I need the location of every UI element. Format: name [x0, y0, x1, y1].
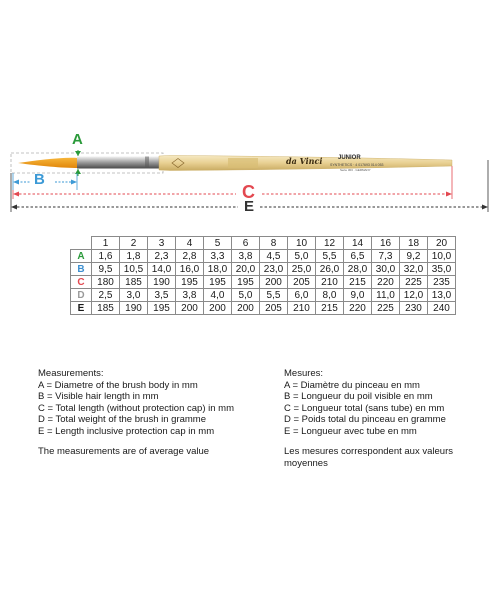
brand-code: Serie 303 · GERMANY [340, 168, 371, 172]
table-body [71, 250, 456, 315]
table-cell: 210 [316, 276, 344, 289]
table-cell: 9,2 [400, 250, 428, 263]
column-header: 3 [148, 237, 176, 250]
table-cell: 1,8 [120, 250, 148, 263]
table-cell: 205 [260, 302, 288, 315]
table-cell: 215 [316, 302, 344, 315]
table-cell: 205 [288, 276, 316, 289]
table-cell: 3,8 [176, 289, 204, 302]
table-cell: 215 [344, 276, 372, 289]
table-cell: 200 [176, 302, 204, 315]
column-header: 10 [288, 237, 316, 250]
table-cell: 5,0 [288, 250, 316, 263]
legend-line-a: A = Diametre of the brush body in mm [38, 379, 198, 391]
legend-heading: Measurements: [38, 368, 104, 379]
brush-hair [18, 158, 78, 168]
column-header: 20 [428, 237, 456, 250]
column-header: 6 [232, 237, 260, 250]
legend-line-d: D = Total weight of the brush in gramme [38, 414, 207, 425]
table-cell: 210 [288, 302, 316, 315]
table-cell: 195 [176, 276, 204, 289]
table-cell: 230 [400, 302, 428, 315]
table-cell: 2,8 [176, 250, 204, 263]
legend-line-b: B = Visible hair length in mm [38, 391, 159, 402]
table-corner [71, 237, 92, 250]
table-cell: 13,0 [428, 289, 456, 302]
table-cell: 32,0 [400, 263, 428, 276]
table-cell: 18,0 [204, 263, 232, 276]
average-note-english: The measurements are of average value [38, 446, 210, 457]
column-header: 5 [204, 237, 232, 250]
table-cell: 23,0 [260, 263, 288, 276]
column-header: 14 [344, 237, 372, 250]
brand-sub: SYNTHETICS · 4 017693 014 053 [330, 163, 384, 167]
dimension-b [13, 173, 77, 190]
table-cell: 28,0 [344, 263, 372, 276]
table-cell: 3,5 [148, 289, 176, 302]
table-cell: 2,3 [148, 250, 176, 263]
table-cell: 16,0 [176, 263, 204, 276]
table-row [71, 263, 456, 276]
table-cell: 4,0 [204, 289, 232, 302]
table-cell: 190 [120, 302, 148, 315]
table-cell: 8,0 [316, 289, 344, 302]
table-cell: 1,6 [92, 250, 120, 263]
table-cell: 3,0 [120, 289, 148, 302]
table-cell: 190 [148, 276, 176, 289]
table-cell: 2,5 [92, 289, 120, 302]
table-cell: 26,0 [316, 263, 344, 276]
legend-line-c: C = Total length (without protection cap) in mm [38, 402, 234, 414]
table-cell: 240 [428, 302, 456, 315]
table-cell: 180 [92, 276, 120, 289]
column-header: 18 [400, 237, 428, 250]
table-cell: 5,5 [316, 250, 344, 263]
legend-line-d: D = Poids total du pinceau en gramme [284, 414, 446, 425]
row-label: C [71, 276, 92, 289]
dimension-label-a: A [72, 131, 83, 148]
table-cell: 200 [260, 276, 288, 289]
table-cell: 14,0 [148, 263, 176, 276]
table-row [71, 276, 456, 289]
column-header: 8 [260, 237, 288, 250]
table-cell: 6,5 [344, 250, 372, 263]
dimension-label-c: C [242, 182, 255, 202]
table-row [71, 289, 456, 302]
table-cell: 185 [92, 302, 120, 315]
column-header: 4 [176, 237, 204, 250]
table-cell: 195 [232, 276, 260, 289]
brand-line: JUNIOR [338, 155, 361, 161]
table-cell: 6,0 [288, 289, 316, 302]
table-header-row [71, 237, 456, 250]
table-cell: 185 [120, 276, 148, 289]
table-cell: 10,5 [120, 263, 148, 276]
column-header: 16 [372, 237, 400, 250]
table-cell: 200 [204, 302, 232, 315]
table-cell: 5,0 [232, 289, 260, 302]
table-cell: 25,0 [288, 263, 316, 276]
column-header: 12 [316, 237, 344, 250]
table-cell: 235 [428, 276, 456, 289]
table-cell: 7,3 [372, 250, 400, 263]
brand-name: da Vinci [286, 156, 323, 166]
measurements-legend-english [38, 368, 234, 437]
column-header: 2 [120, 237, 148, 250]
legend-line-e: E = Length inclusive protection cap in mm [38, 425, 215, 437]
row-label: A [71, 250, 92, 263]
table-cell: 195 [148, 302, 176, 315]
table-cell: 200 [232, 302, 260, 315]
legend-line-b: B = Longueur du poil visible en mm [284, 391, 433, 402]
table-cell: 9,5 [92, 263, 120, 276]
table-cell: 3,8 [232, 250, 260, 263]
row-label: B [71, 263, 92, 276]
table-cell: 20,0 [232, 263, 260, 276]
measurements-legend-french [284, 368, 446, 437]
dimension-label-e: E [244, 198, 255, 215]
table-cell: 9,0 [344, 289, 372, 302]
handle-grip-pattern [228, 158, 258, 168]
table-cell: 195 [204, 276, 232, 289]
table-cell: 5,5 [260, 289, 288, 302]
table-cell: 4,5 [260, 250, 288, 263]
table-cell: 220 [372, 276, 400, 289]
table-cell: 35,0 [428, 263, 456, 276]
legend-line-a: A = Diamètre du pinceau en mm [284, 379, 420, 391]
table-cell: 11,0 [372, 289, 400, 302]
table-cell: 10,0 [428, 250, 456, 263]
row-label: D [71, 289, 92, 302]
table-cell: 225 [372, 302, 400, 315]
table-row [71, 302, 456, 315]
average-note-french: Les mesures correspondent aux valeurs moyennes [284, 446, 453, 469]
table-cell: 3,3 [204, 250, 232, 263]
legend-line-e: E = Longueur avec tube en mm [284, 425, 417, 437]
dimension-label-b: B [34, 171, 45, 188]
table-cell: 30,0 [372, 263, 400, 276]
row-label: E [71, 302, 92, 315]
table-cell: 225 [400, 276, 428, 289]
legend-heading: Mesures: [284, 368, 324, 379]
table-cell: 12,0 [400, 289, 428, 302]
column-header: 1 [92, 237, 120, 250]
table-cell: 220 [344, 302, 372, 315]
table-row [71, 250, 456, 263]
legend-line-c: C = Longueur total (sans tube) en mm [284, 402, 445, 414]
size-spec-table [70, 236, 456, 315]
